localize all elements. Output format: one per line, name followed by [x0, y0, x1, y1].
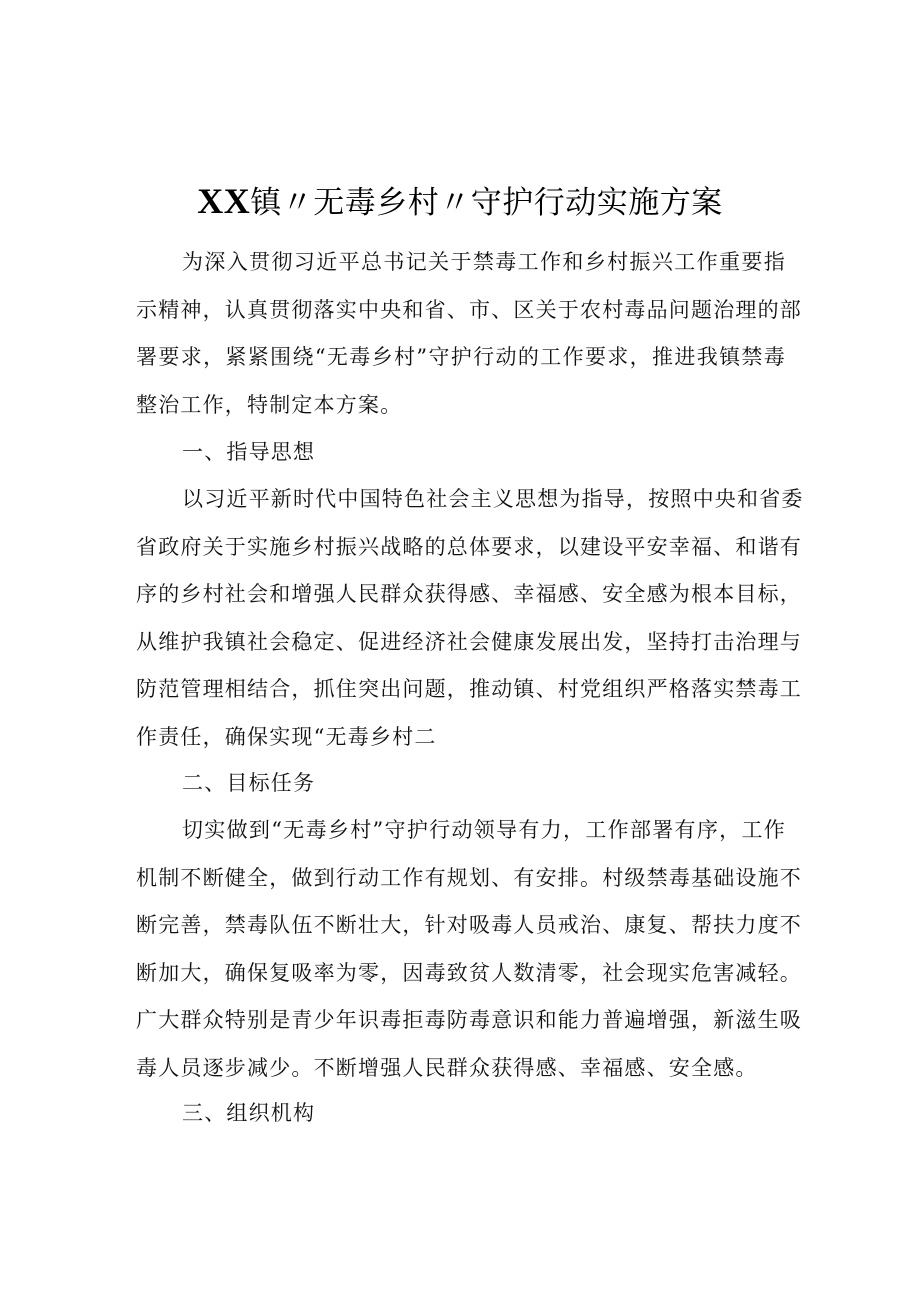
paragraph-line: 序的乡村社会和增强人民群众获得感、幸福感、安全感为根本目标，: [136, 582, 802, 606]
intro-paragraph: [136, 239, 802, 429]
paragraph-line: 广大群众特别是青少年识毒拒毒防毒意识和能力普遍增强，新滋生吸: [136, 1008, 802, 1032]
section-heading-text: 一、指导思想: [182, 440, 316, 464]
paragraph-line: 整治工作，特制定本方案。: [136, 392, 403, 417]
section-heading-text: 二、目标任务: [182, 771, 316, 795]
paragraph-line: 示精神，认真贯彻落实中央和省、市、区关于农村毒品问题治理的部: [136, 297, 802, 322]
paragraph-line: 作责任，确保实现“无毒乡村二: [136, 724, 437, 749]
paragraph-line: 省政府关于实施乡村振兴战略的总体要求，以建设平安幸福、和谐有: [136, 534, 802, 559]
title-prefix: XX: [197, 181, 251, 221]
paragraph-line: 为深入贯彻习近平总书记关于禁毒工作和乡村振兴工作重要指: [182, 250, 786, 274]
section-heading-3: [136, 1090, 786, 1138]
paragraph-line: 断加大，确保复吸率为零，因毒致贫人数清零，社会现实危害减轻。: [136, 960, 802, 985]
paragraph-line: 防范管理相结合，抓住突出问题，推动镇、村党组织严格落实禁毒工: [136, 677, 802, 701]
section-heading-text: 三、组织机构: [182, 1101, 316, 1125]
section-1-paragraph: [136, 476, 804, 761]
section-2-paragraph: [136, 807, 802, 1092]
document-title: [0, 178, 920, 226]
title-text: 镇〃无毒乡村〃守护行动实施方案: [250, 185, 723, 221]
paragraph-line: 毒人员逐步减少。不断增强人民群众获得感、幸福感、安全感。: [136, 1055, 758, 1080]
paragraph-line: 机制不断健全，做到行动工作有规划、有安排。村级禁毒基础设施不: [136, 865, 802, 890]
paragraph-line: 从维护我镇社会稳定、促进经济社会健康发展出发，坚持打击治理与: [136, 629, 802, 654]
paragraph-line: 署要求，紧紧围绕“无毒乡村”守护行动的工作要求，推进我镇禁毒: [136, 345, 786, 369]
paragraph-line: 切实做到“无毒乡村”守护行动领导有力，工作部署有序，工作: [182, 818, 786, 842]
paragraph-line: 断完善，禁毒队伍不断壮大，针对吸毒人员戒治、康复、帮扶力度不: [136, 913, 802, 937]
paragraph-line: 以习近平新时代中国特色社会主义思想为指导，按照中央和省委: [182, 487, 804, 511]
section-heading-1: [136, 429, 786, 477]
section-heading-2: [136, 760, 786, 808]
